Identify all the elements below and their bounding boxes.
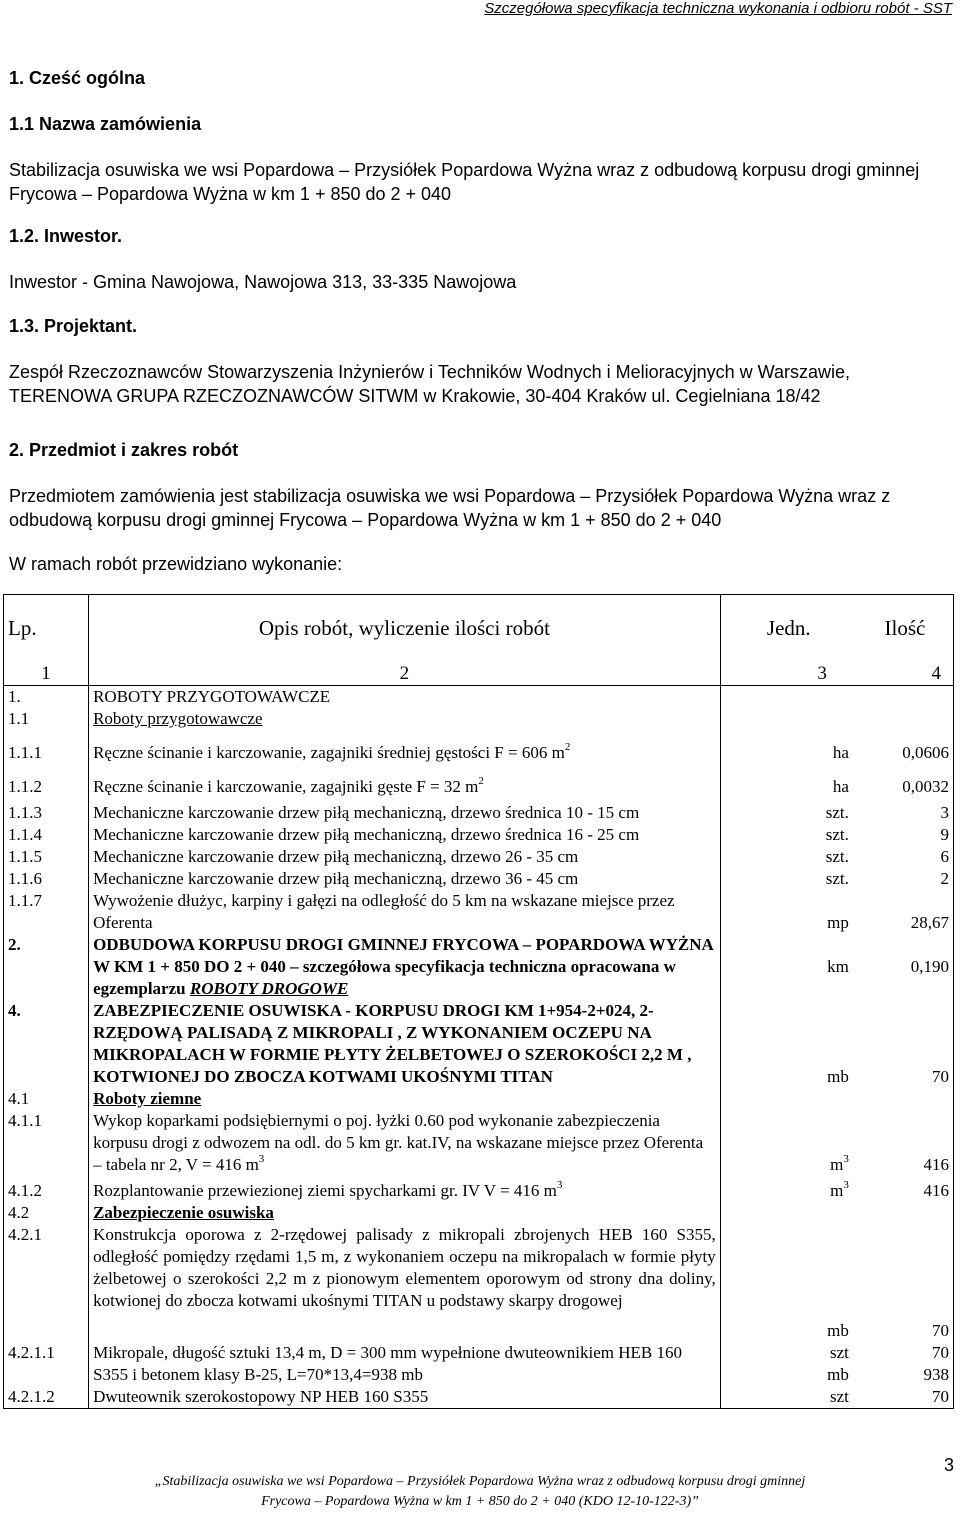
table-header-row: [4, 595, 954, 640]
table-number-row: [4, 639, 954, 686]
row-lp: 1.: [4, 686, 89, 709]
row-unit: ha: [832, 777, 849, 796]
row-unit: ha: [832, 743, 849, 762]
row-lp: 4.1.1: [4, 1110, 89, 1176]
col-number-4: 4: [857, 639, 954, 686]
scope-text: Przedmiotem zamówienia jest stabilizacja osuwiska we wsi Popardowa – Przysiółek Popardowa Wyżna wraz z odbudową korpusu drogi gminnej Frycowa – Popardowa Wyżna w km 1 + 850 do 2 + 040: [9, 486, 891, 530]
row-lp: 4.2: [4, 1202, 89, 1224]
row-desc-text: Ręczne ścinanie i karczowanie, zagajniki gęste F = 32 m: [93, 777, 479, 796]
row-unit: szt.: [825, 803, 849, 822]
row-qty: [857, 686, 954, 709]
row-desc: Mechaniczne karczowanie drzew piłą mechaniczną, drzewo średnica 10 - 15 cm: [89, 798, 721, 824]
row-desc: [89, 730, 721, 764]
row-desc: Zabezpieczenie osuwiska: [89, 1202, 721, 1224]
row-unit: [720, 1088, 857, 1110]
row-desc: Wywożenie dłużyc, karpiny i gałęzi na odległość do 5 km na wskazane miejsce przez Oferenta: [89, 890, 721, 934]
row-unit: mb: [827, 1321, 849, 1340]
row-unit: mp: [827, 913, 849, 932]
row-lp: 4.: [4, 1000, 89, 1088]
row-qty-line1: 70: [932, 1343, 949, 1362]
table-row: [4, 708, 954, 730]
row-lp: 1.1.6: [4, 868, 89, 890]
row-desc: Roboty ziemne: [89, 1088, 721, 1110]
row-qty: [857, 708, 954, 730]
header-jedn: Jedn.: [766, 616, 811, 640]
order-name-text: Stabilizacja osuwiska we wsi Popardowa – Przysiółek Popardowa Wyżna wraz z odbudową korpusu drogi gminnej Frycowa – Popardowa Wyżna w km 1 + 850 do 2 + 040: [9, 160, 920, 204]
row-desc: Mechaniczne karczowanie drzew piłą mechaniczną, drzewo 36 - 45 cm: [89, 868, 721, 890]
row-unit-sup: 3: [843, 1153, 849, 1165]
row-unit-line2: mb: [827, 1365, 849, 1384]
row-unit-text: m: [830, 1155, 844, 1174]
row-unit-text: m: [830, 1181, 844, 1200]
section-heading-1-1: 1.1 Nazwa zamówienia: [9, 114, 202, 134]
row-desc: [89, 1176, 721, 1202]
row-desc-sup: 3: [258, 1153, 265, 1165]
investor-text: Inwestor - Gmina Nawojowa, Nawojowa 313, 33-335 Nawojowa: [9, 272, 517, 292]
row-desc: [89, 1110, 721, 1176]
footer-line-2: Frycowa – Popardowa Wyżna w km 1 + 850 do 2 + 040 (KDO 12-10-122-3)”: [261, 1494, 699, 1509]
table-row: [4, 764, 954, 798]
row-desc: Roboty przygotowawcze: [89, 708, 721, 730]
row-desc: [89, 934, 721, 1000]
row-qty: 416: [923, 1155, 949, 1174]
table-row: [4, 868, 954, 890]
col-number-3: 3: [720, 639, 857, 686]
row-lp: 1.1: [4, 708, 89, 730]
row-unit-line1: szt: [829, 1343, 849, 1362]
table-row: [4, 824, 954, 846]
designer-text: Zespół Rzeczoznawców Stowarzyszenia Inżynierów i Techników Wodnych i Melioracyjnych w Warszawie, TERENOWA GRUPA RZECZOZNAWCÓW SITWM w Krakowie, 30-404 Kraków ul. Cegielniana 18/42: [9, 362, 850, 406]
row-qty: [857, 1342, 954, 1386]
row-unit: [720, 1342, 857, 1386]
row-qty: 2: [940, 869, 949, 888]
row-lp: 1.1.7: [4, 890, 89, 934]
section-heading-1: 1. Cześć ogólna: [9, 68, 146, 88]
document-header: Szczegółowa specyfikacja techniczna wykonania i odbioru robót - SST: [484, 0, 952, 17]
row-qty: [857, 1202, 954, 1224]
row-desc: Mikropale, długość sztuki 13,4 m, D = 300 mm wypełnione dwuteownikiem HEB 160 S355 i betonem klasy B-25, L=70*13,4=938 mb: [89, 1342, 721, 1386]
header-opis: Opis robót, wyliczenie ilości robót: [89, 595, 721, 640]
table-row: [4, 1000, 954, 1088]
row-desc: Konstrukcja oporowa z 2-rzędowej palisady z mikropali zbrojenych HEB 160 S355, odległość pomiędzy rzędami 1,5 m, z wykonaniem oczepu na mikropalach w formie płyty żelbetowej o szerokości 2,2 m z pionowym elementem oporowym od strony dna doliny, kotwionej do zbocza kotwami ukośnymi TITAN u podstawy skarpy drogowej: [89, 1224, 721, 1342]
row-qty: 0,190: [910, 957, 949, 976]
row-desc-text: Ręczne ścinanie i karczowanie, zagajniki średniej gęstości F = 606 m: [93, 743, 565, 762]
table-row: [4, 934, 954, 1000]
row-unit: [720, 708, 857, 730]
works-table: [3, 594, 954, 1409]
row-unit: [720, 686, 857, 709]
row-unit: [720, 1110, 857, 1176]
table-row: [4, 1088, 954, 1110]
section-heading-1-3: 1.3. Projektant.: [9, 316, 138, 336]
row-desc: ROBOTY PRZYGOTOWAWCZE: [89, 686, 721, 709]
table-row: [4, 1224, 954, 1342]
row-desc-text: Rozplantowanie przewiezionej ziemi spycharkami gr. IV V = 416 m: [93, 1181, 557, 1200]
row-desc: Mechaniczne karczowanie drzew piłą mechaniczną, drzewo średnica 16 - 25 cm: [89, 824, 721, 846]
row-qty: [857, 1088, 954, 1110]
row-qty: 70: [932, 1321, 949, 1340]
row-lp: 1.1.2: [4, 764, 89, 798]
table-row: [4, 730, 954, 764]
row-lp: 1.1.1: [4, 730, 89, 764]
row-desc: Dwuteownik szerokostopowy NP HEB 160 S355: [89, 1386, 721, 1409]
table-row: [4, 1176, 954, 1202]
row-qty: 0,0606: [902, 743, 949, 762]
table-row: [4, 1202, 954, 1224]
row-qty: 70: [932, 1067, 949, 1086]
row-lp: 4.2.1.2: [4, 1386, 89, 1409]
table-row: [4, 1110, 954, 1176]
table-row: [4, 1342, 954, 1386]
row-unit: km: [827, 957, 849, 976]
table-row: [4, 846, 954, 868]
row-unit: szt.: [825, 869, 849, 888]
table-row: [4, 686, 954, 709]
row-lp: 1.1.5: [4, 846, 89, 868]
row-lp: 4.1.2: [4, 1176, 89, 1202]
row-desc-sup: 3: [556, 1179, 563, 1191]
row-lp: 4.2.1: [4, 1224, 89, 1342]
row-unit: [720, 1176, 857, 1202]
row-lp: 1.1.3: [4, 798, 89, 824]
row-lp: 1.1.4: [4, 824, 89, 846]
section-heading-1-2: 1.2. Inwestor.: [9, 226, 123, 246]
row-unit: szt.: [825, 847, 849, 866]
row-qty: 28,67: [910, 913, 949, 932]
col-number-2: 2: [89, 639, 721, 686]
row-desc: [89, 764, 721, 798]
table-row: [4, 1386, 954, 1409]
header-ilosc: Ilość: [884, 616, 926, 640]
row-unit: mb: [827, 1067, 849, 1086]
row-desc-sup: 2: [478, 775, 484, 787]
row-desc: Mechaniczne karczowanie drzew piłą mechaniczną, drzewo 26 - 35 cm: [89, 846, 721, 868]
row-qty: 6: [940, 847, 949, 866]
row-lp: 2.: [4, 934, 89, 1000]
scope-intro: W ramach robót przewidziano wykonanie:: [9, 554, 343, 574]
row-desc: ZABEZPIECZENIE OSUWISKA - KORPUSU DROGI KM 1+954-2+024, 2-RZĘDOWĄ PALISADĄ Z MIKROPALI , Z WYKONANIEM OCZEPU NA MIKROPALACH W FORMIE PŁYTY ŻELBETOWEJ O SZEROKOŚCI 2,2 M , KOTWIONEJ DO ZBOCZA KOTWAMI UKOŚNYMI TITAN: [89, 1000, 721, 1088]
row-lp: 4.1: [4, 1088, 89, 1110]
table-row: [4, 798, 954, 824]
row-qty: 3: [940, 803, 949, 822]
row-desc-text: Wykop koparkami podsiębiernymi o poj. łyżki 0.60 pod wykonanie zabezpieczenia korpusu drogi z odwozem na odl. do 5 km gr. kat.IV, na wskazane miejsce przez Oferenta – tabela nr 2, V = 416 m: [93, 1111, 704, 1174]
section-heading-2: 2. Przedmiot i zakres robót: [9, 440, 239, 460]
row-unit: szt: [829, 1387, 849, 1406]
row-qty: 9: [940, 825, 949, 844]
row-unit: szt.: [825, 825, 849, 844]
row-unit: [720, 1202, 857, 1224]
row-qty: 70: [932, 1387, 949, 1406]
col-number-1: 1: [4, 639, 89, 686]
footer-line-1: „Stabilizacja osuwiska we wsi Popardowa – Przysiółek Popardowa Wyżna wraz z odbudową korpusu drogi gminnej: [154, 1474, 806, 1489]
header-lp: Lp.: [4, 595, 89, 640]
row-qty-line2: 938: [923, 1365, 949, 1384]
row-desc-sup: 2: [564, 741, 571, 753]
row-lp: 4.2.1.1: [4, 1342, 89, 1386]
road-works-link: ROBOTY DROGOWE: [189, 979, 349, 998]
row-qty: 416: [923, 1181, 949, 1200]
page-number: 3: [943, 1455, 954, 1475]
table-row: [4, 890, 954, 934]
row-qty: 0,0032: [902, 777, 949, 796]
row-unit-sup: 3: [843, 1179, 849, 1191]
row-desc-text: ODBUDOWA KORPUSU DROGI GMINNEJ FRYCOWA – POPARDOWA WYŻNA W KM 1 + 850 DO 2 + 040 – szczegółowa specyfikacja techniczna opracowana w egzemplarzu: [93, 935, 713, 998]
